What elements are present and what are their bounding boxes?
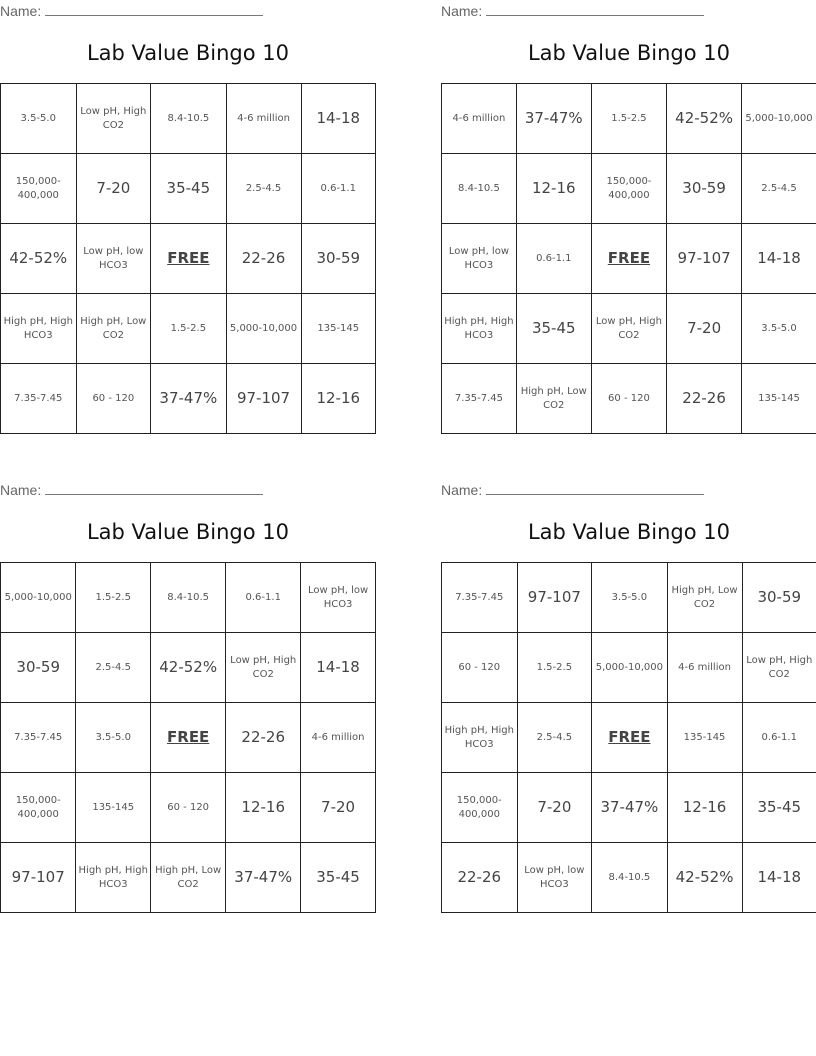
bingo-row (1, 294, 376, 364)
bingo-cell: High pH, Low CO2 (667, 563, 742, 633)
bingo-cell: 1.5-2.5 (151, 294, 226, 364)
bingo-cell: 7-20 (517, 773, 592, 843)
bingo-cell: 12-16 (667, 773, 742, 843)
card-title: Lab Value Bingo 10 (86, 520, 290, 544)
bingo-cell: High pH, High HCO3 (442, 294, 517, 364)
bingo-cell: 5,000-10,000 (592, 633, 667, 703)
bingo-cell: 1.5-2.5 (76, 563, 151, 633)
bingo-cell: 35-45 (516, 294, 591, 364)
bingo-row (442, 633, 816, 703)
name-label: Name: (0, 482, 42, 498)
bingo-cell: 42-52% (151, 633, 226, 703)
bingo-row (1, 843, 376, 913)
bingo-cell: Low pH, low HCO3 (301, 563, 376, 633)
bingo-cell: High pH, High HCO3 (76, 843, 151, 913)
bingo-row (1, 563, 376, 633)
bingo-cell: 30-59 (1, 633, 76, 703)
bingo-row (1, 154, 376, 224)
bingo-cell: 8.4-10.5 (151, 563, 226, 633)
bingo-cell: 60 - 120 (76, 364, 151, 434)
bingo-cell: 8.4-10.5 (442, 154, 517, 224)
name-blank-line (486, 482, 704, 495)
bingo-cell: High pH, High HCO3 (1, 294, 77, 364)
name-blank-line (486, 3, 704, 16)
bingo-cell: High pH, Low CO2 (516, 364, 591, 434)
bingo-cell: 97-107 (517, 563, 592, 633)
bingo-cell: 0.6-1.1 (742, 703, 816, 773)
bingo-cell: 3.5-5.0 (76, 703, 151, 773)
bingo-cell: 5,000-10,000 (1, 563, 76, 633)
bingo-cell: 30-59 (301, 224, 375, 294)
bingo-row (442, 84, 816, 154)
bingo-cell: Low pH, low HCO3 (517, 843, 592, 913)
bingo-cell: 14-18 (301, 633, 376, 703)
bingo-cell: 60 - 120 (591, 364, 666, 434)
bingo-cell: 30-59 (742, 563, 816, 633)
bingo-cell: Low pH, low HCO3 (442, 224, 517, 294)
bingo-cell: 42-52% (667, 84, 742, 154)
bingo-cell: 37-47% (151, 364, 226, 434)
bingo-row (442, 224, 816, 294)
bingo-row (1, 364, 376, 434)
bingo-cell: 135-145 (301, 294, 375, 364)
bingo-cell: 35-45 (742, 773, 816, 843)
bingo-cell: 97-107 (667, 224, 742, 294)
bingo-cell: High pH, Low CO2 (151, 843, 226, 913)
bingo-cell: 42-52% (1, 224, 77, 294)
bingo-row (442, 154, 816, 224)
bingo-cell: Low pH, low HCO3 (76, 224, 151, 294)
bingo-cell: 3.5-5.0 (742, 294, 816, 364)
free-space-cell: FREE (151, 224, 226, 294)
bingo-cell: 1.5-2.5 (591, 84, 666, 154)
bingo-cell: 7.35-7.45 (1, 703, 76, 773)
bingo-cell: Low pH, High CO2 (226, 633, 301, 703)
bingo-cell: 5,000-10,000 (226, 294, 301, 364)
bingo-cell: 35-45 (151, 154, 226, 224)
bingo-cell: Low pH, High CO2 (591, 294, 666, 364)
free-space-cell: FREE (591, 224, 666, 294)
bingo-cell: 3.5-5.0 (1, 84, 77, 154)
bingo-row (1, 703, 376, 773)
bingo-cell: 7-20 (667, 294, 742, 364)
bingo-row (442, 843, 816, 913)
bingo-cell: 7-20 (76, 154, 151, 224)
bingo-row (442, 773, 816, 843)
name-label: Name: (441, 3, 483, 19)
bingo-cell: 150,000-400,000 (591, 154, 666, 224)
bingo-cell: 2.5-4.5 (226, 154, 301, 224)
bingo-cell: 135-145 (742, 364, 816, 434)
bingo-cell: 14-18 (742, 843, 816, 913)
bingo-cell: 42-52% (667, 843, 742, 913)
bingo-cell: 135-145 (667, 703, 742, 773)
bingo-cell: Low pH, High CO2 (76, 84, 151, 154)
bingo-cell: 22-26 (226, 224, 301, 294)
bingo-cell: 5,000-10,000 (742, 84, 816, 154)
bingo-cell: 22-26 (667, 364, 742, 434)
bingo-cell: 150,000-400,000 (1, 154, 77, 224)
name-label: Name: (441, 482, 483, 498)
bingo-row (1, 224, 376, 294)
bingo-cell: 4-6 million (442, 84, 517, 154)
bingo-cell: 0.6-1.1 (516, 224, 591, 294)
bingo-grid (441, 562, 816, 913)
bingo-cell: 2.5-4.5 (76, 633, 151, 703)
bingo-cell: 150,000-400,000 (1, 773, 76, 843)
bingo-cell: 22-26 (226, 703, 301, 773)
card-title: Lab Value Bingo 10 (86, 41, 290, 65)
bingo-cell: 35-45 (301, 843, 376, 913)
bingo-grid (0, 83, 376, 434)
bingo-cell: High pH, High HCO3 (442, 703, 518, 773)
bingo-cell: Low pH, High CO2 (742, 633, 816, 703)
bingo-cell: 4-6 million (226, 84, 301, 154)
name-field (441, 3, 704, 19)
free-space-cell: FREE (151, 703, 226, 773)
bingo-row (1, 773, 376, 843)
bingo-cell: High pH, Low CO2 (76, 294, 151, 364)
name-label: Name: (0, 3, 42, 19)
card-title: Lab Value Bingo 10 (527, 520, 731, 544)
name-blank-line (45, 482, 263, 495)
bingo-cell: 2.5-4.5 (742, 154, 816, 224)
bingo-cell: 14-18 (742, 224, 816, 294)
bingo-cell: 97-107 (226, 364, 301, 434)
bingo-cell: 37-47% (516, 84, 591, 154)
bingo-row (442, 703, 816, 773)
bingo-cell: 37-47% (592, 773, 667, 843)
name-blank-line (45, 3, 263, 16)
bingo-cell: 2.5-4.5 (517, 703, 592, 773)
bingo-cell: 8.4-10.5 (592, 843, 667, 913)
bingo-cell: 12-16 (516, 154, 591, 224)
bingo-cell: 60 - 120 (151, 773, 226, 843)
bingo-cell: 3.5-5.0 (592, 563, 667, 633)
bingo-grid (441, 83, 816, 434)
free-space-cell: FREE (592, 703, 667, 773)
bingo-cell: 8.4-10.5 (151, 84, 226, 154)
bingo-cell: 0.6-1.1 (226, 563, 301, 633)
bingo-grid (0, 562, 376, 913)
bingo-cell: 7-20 (301, 773, 376, 843)
name-field (0, 482, 263, 498)
bingo-row (1, 84, 376, 154)
name-field (0, 3, 263, 19)
bingo-cell: 0.6-1.1 (301, 154, 375, 224)
bingo-cell: 30-59 (667, 154, 742, 224)
bingo-cell: 135-145 (76, 773, 151, 843)
bingo-cell: 12-16 (301, 364, 375, 434)
bingo-cell: 12-16 (226, 773, 301, 843)
name-field (441, 482, 704, 498)
bingo-cell: 4-6 million (667, 633, 742, 703)
bingo-cell: 1.5-2.5 (517, 633, 592, 703)
bingo-cell: 14-18 (301, 84, 375, 154)
bingo-cell: 7.35-7.45 (442, 563, 518, 633)
bingo-cell: 97-107 (1, 843, 76, 913)
bingo-row (442, 563, 816, 633)
bingo-cell: 7.35-7.45 (1, 364, 77, 434)
bingo-cell: 7.35-7.45 (442, 364, 517, 434)
card-title: Lab Value Bingo 10 (527, 41, 731, 65)
bingo-cell: 4-6 million (301, 703, 376, 773)
bingo-row (442, 294, 816, 364)
bingo-cell: 60 - 120 (442, 633, 518, 703)
bingo-cell: 150,000-400,000 (442, 773, 518, 843)
bingo-row (1, 633, 376, 703)
bingo-cell: 22-26 (442, 843, 518, 913)
bingo-row (442, 364, 816, 434)
bingo-cell: 37-47% (226, 843, 301, 913)
